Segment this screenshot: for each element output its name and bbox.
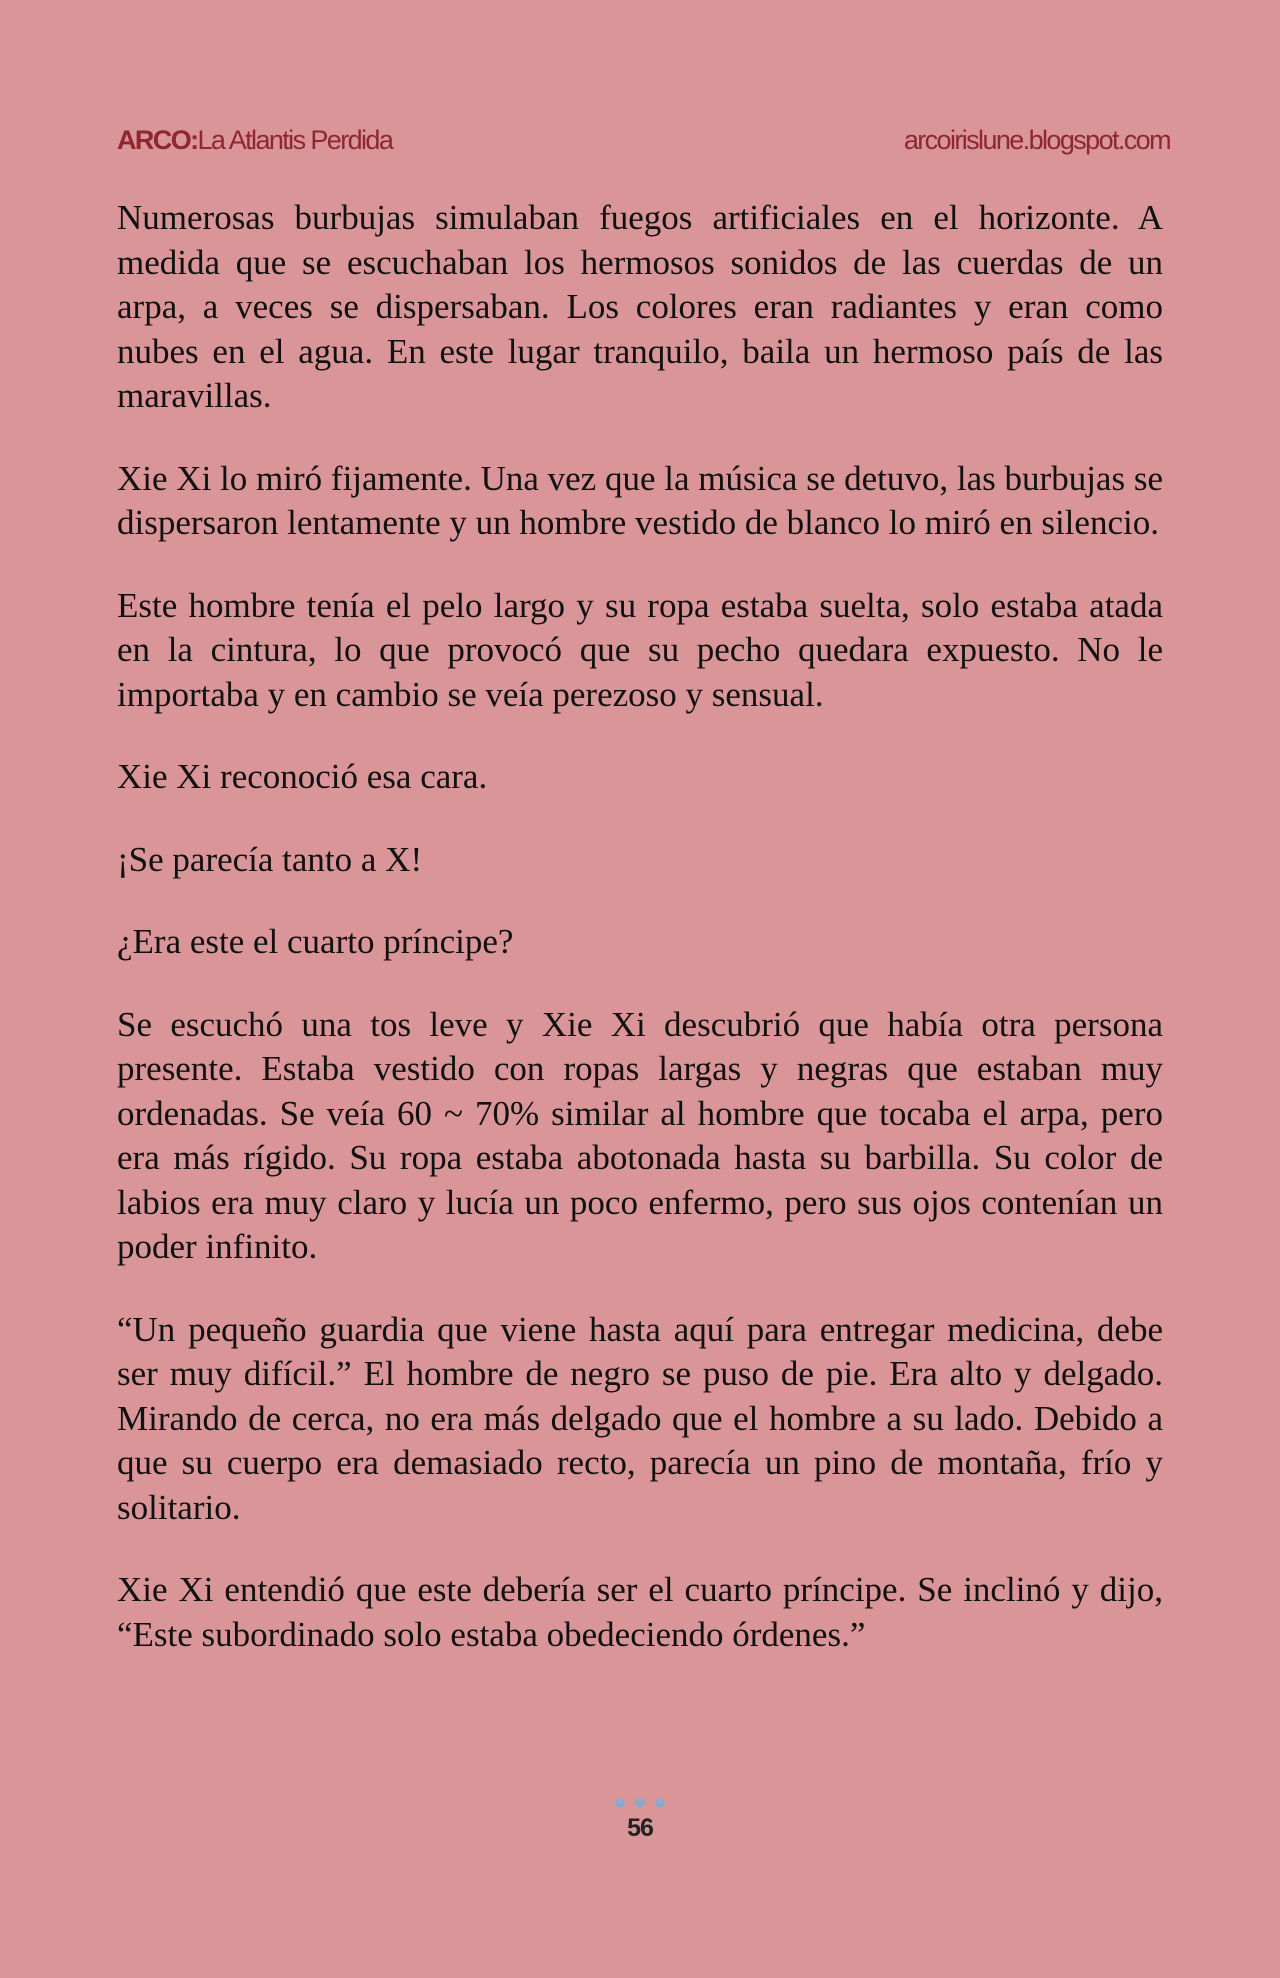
paragraph: Este hombre tenía el pelo largo y su ropa estaba suelta, solo estaba atada en la cintura, lo que provocó que su pecho quedara expuesto. No le importaba y en cambio se veía perezoso y sensual. [117, 585, 1163, 714]
header-left [117, 125, 392, 156]
page-body [117, 196, 1163, 1695]
dot-icon [635, 1798, 645, 1808]
paragraph: Xie Xi entendió que este debería ser el cuarto príncipe. Se inclinó y dijo, “Este subordinado solo estaba obedeciendo órdenes.” [117, 1570, 1163, 1654]
paragraph: ¿Era este el cuarto príncipe? [117, 922, 514, 961]
decorative-dots [0, 1798, 1280, 1812]
paragraph: Xie Xi reconoció esa cara. [117, 757, 488, 796]
paragraph: Se escuchó una tos leve y Xie Xi descubrió que había otra persona presente. Estaba vestido con ropas largas y negras que estaban muy ordenadas. Se veía 60 ~ 70% similar al hombre que tocaba el arpa, pero era más rígido. Su ropa estaba abotonada hasta su barbilla. Su color de labios era muy claro y lucía un poco enfermo, pero sus ojos contenían un poder infinito. [117, 1004, 1163, 1266]
series-name: ARCO: [117, 124, 198, 155]
running-header [117, 120, 1170, 160]
paragraph: ¡Se parecía tanto a X! [117, 839, 423, 879]
book-title: La Atlantis Perdida [197, 124, 393, 155]
page-footer [0, 1798, 1280, 1843]
website-url: arcoirislune.blogspot.com [903, 124, 1170, 155]
page-number: 56 [627, 1814, 653, 1842]
paragraph: “Un pequeño guardia que viene hasta aquí para entregar medicina, debe ser muy difícil.” El hombre de negro se puso de pie. Era alto y delgado. Mirando de cerca, no era más delgado que el hombre a su lado. Debido a que su cuerpo era demasiado recto, parecía un pino de montaña, frío y solitario. [117, 1309, 1163, 1527]
dot-icon [655, 1798, 665, 1808]
dot-icon [615, 1798, 625, 1808]
paragraph: Xie Xi lo miró fijamente. Una vez que la música se detuvo, las burbujas se dispersaron lentamente y un hombre vestido de blanco lo miró en silencio. [117, 458, 1163, 542]
paragraph: Numerosas burbujas simulaban fuegos artificiales en el horizonte. A medida que se escuchaban los hermosos sonidos de las cuerdas de un arpa, a veces se dispersaban. Los colores eran radiantes y eran como nubes en el agua. En este lugar tranquilo, baila un hermoso país de las maravillas. [117, 198, 1163, 415]
